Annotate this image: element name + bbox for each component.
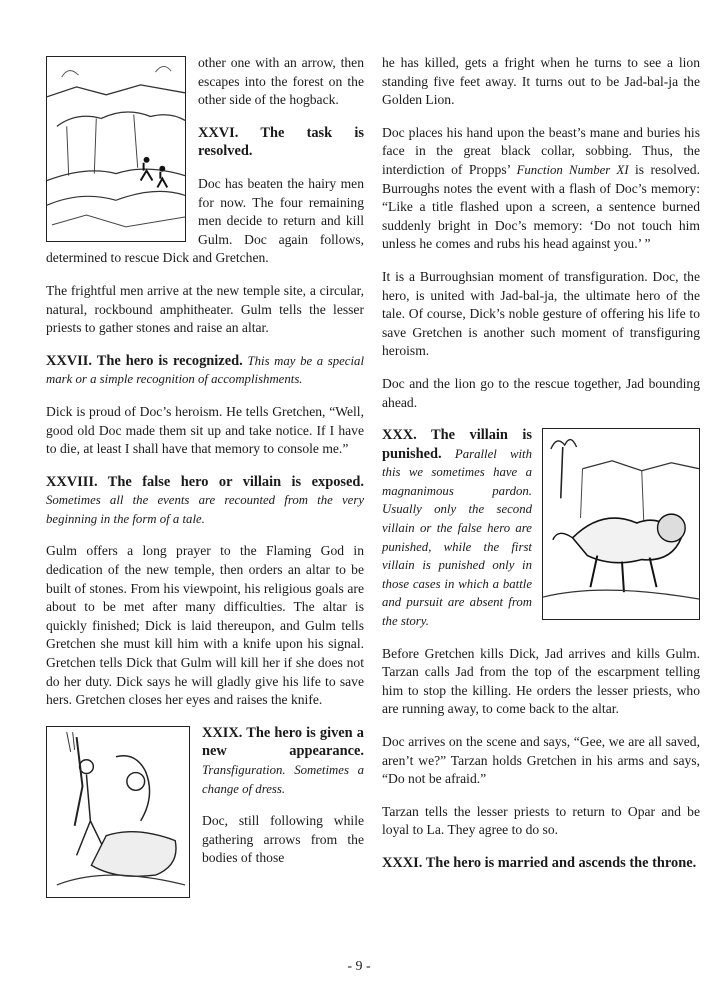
text-paragraph: Doc and the lion go to the rescue together, Jad bounding ahead. [382, 375, 700, 410]
text-span: is resolved. Burroughs notes the event with a flash of Doc’s memory: “Like a title flashed upon a screen, a sentence burned suddenly bright in Doc’s memory: ‘Do not touch him unless he comes and rubs his head against you.’ ” [382, 161, 700, 252]
left-column [46, 54, 364, 902]
section-heading-xxix: XXIX. The hero is given a new appearance. [202, 724, 364, 760]
text-paragraph: Doc, still following while gathering arrows from the bodies of those [202, 813, 364, 866]
text-paragraph: It is a Burroughsian moment of transfiguration. Doc, the hero, is united with Jad-bal-ja, the ultimate hero of the tale. Of course, Dick’s noble gesture of offering his life to save Gretchen is another such moment of transfiguring heroism. [382, 268, 700, 359]
text-paragraph: he has killed, gets a fright when he turns to see a lion standing five feet away. It turns out to be Jad-bal-ja the Golden Lion. [382, 55, 700, 108]
text-paragraph: The frightful men arrive at the new temple site, a circular, natural, rockbound amphitheater. Gulm tells the lesser priests to gather stones and raise an altar. [46, 282, 364, 336]
page-number: - 9 - [347, 959, 371, 974]
section-gloss-xxviii: Sometimes all the events are recounted from the very beginning in the form of a tale. [46, 493, 364, 526]
section-gloss-xxvii: This may be a special mark or a simple recognition of accomplishments. [46, 353, 364, 387]
text-paragraph: Before Gretchen kills Dick, Jad arrives and kills Gulm. Tarzan calls Jad from the top of the escarpment telling him to stop the killing. He orders the lesser priests, who are running away, to come back to the altar. [382, 645, 700, 717]
right-column [382, 54, 700, 887]
section-xxviii [46, 473, 364, 529]
section-heading-xxvii: XXVII. The hero is recognized. [46, 352, 243, 369]
section-gloss-xxx: Parallel with this we sometimes have a magnanimous pardon. Usually only the second villain or the false hero are punished, while the first villain is punished only in those cases in which a battle and pursuit are absent from the story. [382, 446, 532, 629]
section-heading-xxx: XXX. The villain is punished. [382, 427, 532, 462]
section-heading-xxxi: XXXI. The hero is married and ascends the throne. [382, 854, 697, 871]
illustration-altar-figures [46, 726, 190, 898]
text-span: Doc places his hand upon the beast’s mane and buries his face in the great black collar, sobbing. Thus, the interdiction of Propps’ [382, 124, 700, 177]
section-heading-xxvi: XXVI. The task is resolved. [198, 124, 364, 160]
section-xxvii [46, 352, 364, 389]
text-paragraph: Doc arrives on the scene and says, “Gee, we are all saved, aren’t we?” Tarzan holds Gretchen in his arms and says, “Do not be afraid.” [382, 734, 700, 787]
text-paragraph: other one with an arrow, then escapes into the forest on the other side of the hogback. [198, 55, 364, 108]
text-paragraph: Tarzan tells the lesser priests to return to Opar and be loyal to La. They agree to do so. [382, 803, 700, 838]
section-gloss-xxix: Transfiguration. Sometimes a change of dress. [202, 763, 364, 796]
function-reference: Function Number XI [516, 162, 629, 177]
text-paragraph: Doc has beaten the hairy men for now. The four remaining men decide to return and kill Gulm. Doc again follows, determined to rescue Dick and Gretchen. [46, 175, 364, 266]
altar-figures-drawing [47, 727, 189, 897]
illustration-lion-pounce [542, 428, 700, 620]
text-paragraph: Dick is proud of Doc’s heroism. He tells Gretchen, “Well, good old Doc made them sit up and take notice. If I have to die, at least I shall have that memory to console me.” [46, 403, 364, 457]
text-paragraph [382, 124, 700, 254]
illustration-cliff-chase [46, 56, 186, 242]
text-paragraph: Gulm offers a long prayer to the Flaming God in dedication of the new temple, then orders an altar to be built of stones. From his viewpoint, his religious goals are about to be met after many difficulties. The altar is quickly finished; Dick is laid thereupon, and Gulm tells Gretchen she must kill him with a knife upon his signal. Gretchen tells Dick that Gulm will kill her if she does not do her duty. Dick says he will gladly give his life to save hers. Gretchen closes her eyes and raises the knife. [46, 543, 364, 708]
section-heading-xxviii: XXVIII. The false hero or villain is exposed. [46, 473, 364, 490]
lion-pounce-drawing [543, 429, 699, 619]
cliff-chase-drawing [47, 57, 185, 241]
